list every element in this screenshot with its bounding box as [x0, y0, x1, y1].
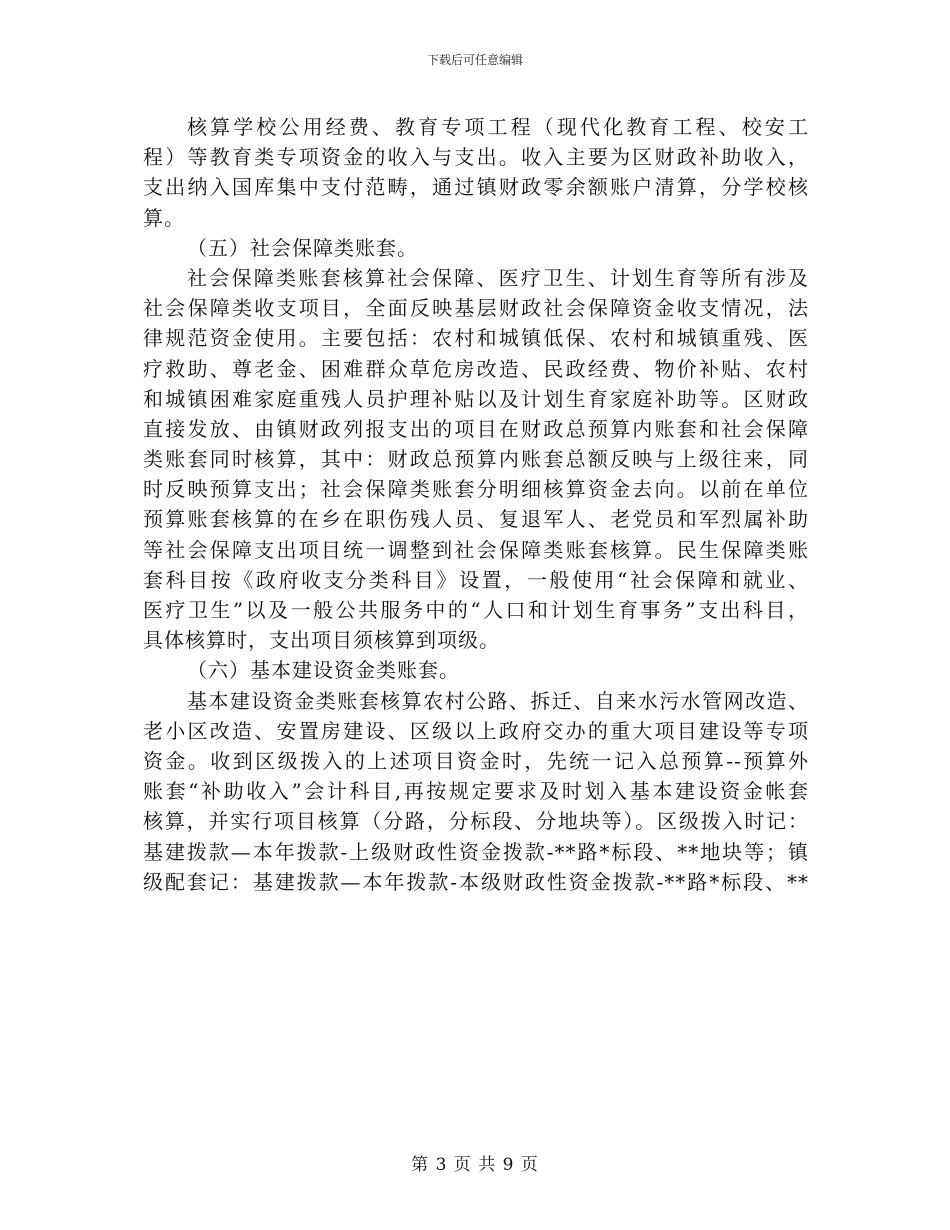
paragraph-line: 老小区改造、安置房建设、区级以上政府交办的重大项目建设等专项: [143, 718, 809, 743]
paragraph-line: 等社会保障支出项目统一调整到社会保障类账套核算。民生保障类账: [143, 537, 809, 562]
paragraph-line: 套科目按《政府收支分类科目》设置，一般使用“社会保障和就业、: [143, 567, 809, 592]
paragraph-line: 支出纳入国库集中支付范畴，通过镇财政零余额账户清算，分学校核: [143, 175, 809, 200]
paragraph-line: 基本建设资金类账套核算农村公路、拆迁、自来水污水管网改造、: [187, 688, 809, 713]
paragraph-line: 级配套记：基建拨款—本年拨款-本级财政性资金拨款-**路*标段、**: [143, 869, 809, 894]
paragraph-line: 资金。收到区级拨入的上述项目资金时，先统一记入总预算--预算外: [143, 748, 809, 773]
paragraph-line: 预算账套核算的在乡在职伤残人员、复退军人、老党员和军烈属补助: [143, 507, 809, 532]
document-body: [143, 112, 809, 897]
paragraph-line: 账套“补助收入”会计科目,再按规定要求及时划入基本建设资金帐套: [143, 779, 809, 804]
paragraph-line: 社会保障类收支项目，全面反映基层财政社会保障资金收支情况，法: [143, 296, 809, 321]
paragraph-line: 律规范资金使用。主要包括：农村和城镇低保、农村和城镇重残、医: [143, 326, 809, 351]
paragraph-line: 时反映预算支出；社会保障类账套分明细核算资金去向。以前在单位: [143, 477, 809, 502]
paragraph-line: 社会保障类账套核算社会保障、医疗卫生、计划生育等所有涉及: [187, 265, 809, 290]
paragraph-line: 和城镇困难家庭重残人员护理补贴以及计划生育家庭补助等。区财政: [143, 386, 809, 411]
paragraph-line: 类账套同时核算，其中：财政总预算内账套总额反映与上级往来，同: [143, 447, 809, 472]
page-footer: 第 3 页 共 9 页: [411, 1155, 539, 1175]
page-header: 下载后可任意编辑: [426, 53, 523, 67]
paragraph-line: 医疗卫生”以及一般公共服务中的“人口和计划生育事务”支出科目，: [143, 598, 809, 622]
paragraph-line: 程）等教育类专项资金的收入与支出。收入主要为区财政补助收入，: [143, 145, 809, 170]
paragraph-line: 直接发放、由镇财政列报支出的项目在财政总预算内账套和社会保障: [143, 416, 809, 441]
paragraph-line: 核算，并实行项目核算（分路，分标段、分地块等）。区级拨入时记：: [143, 809, 809, 834]
paragraph-last-line: （五）社会保障类账套。: [187, 235, 418, 260]
paragraph-line: 核算学校公用经费、教育专项工程（现代化教育工程、校安工: [187, 115, 809, 139]
paragraph-last-line: （六）基本建设资金类账套。: [187, 658, 460, 683]
paragraph-line: 疗救助、尊老金、困难群众草危房改造、民政经费、物价补贴、农村: [143, 356, 809, 381]
paragraph-line: 基建拨款—本年拨款-上级财政性资金拨款-**路*标段、**地块等；镇: [143, 839, 809, 864]
paragraph-last-line: 具体核算时，支出项目须核算到项级。: [143, 628, 500, 653]
paragraph-last-line: 算。: [143, 205, 185, 230]
